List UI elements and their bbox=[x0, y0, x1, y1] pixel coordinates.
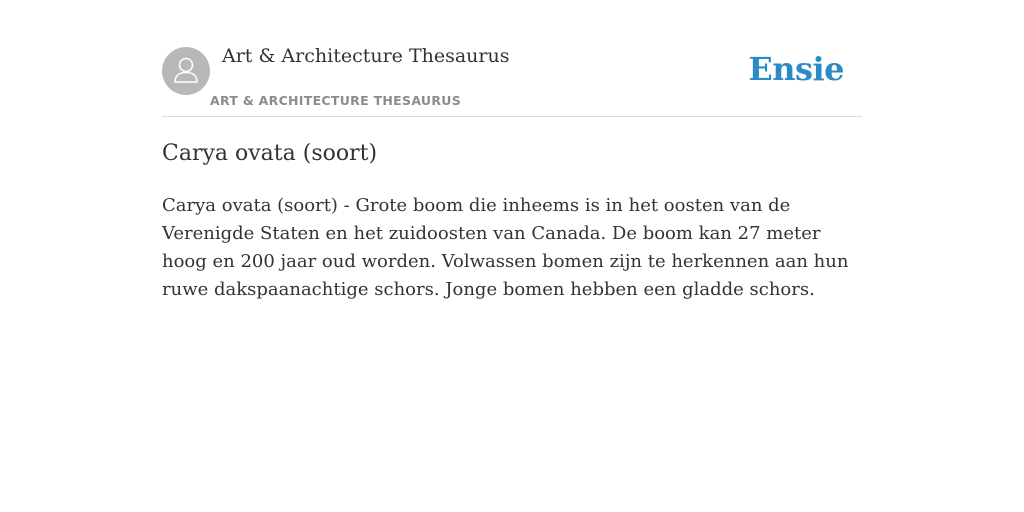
article-header bbox=[162, 40, 862, 117]
brand-logo-link[interactable]: Ensie bbox=[748, 50, 844, 88]
author-avatar[interactable] bbox=[162, 47, 210, 95]
article-title: Carya ovata (soort) bbox=[162, 141, 378, 166]
source-label-link[interactable]: ART & ARCHITECTURE THESAURUS bbox=[210, 93, 462, 108]
author-name-link[interactable]: Art & Architecture Thesaurus bbox=[222, 45, 510, 67]
article-body: Carya ovata (soort) - Grote boom die inheems is in het oosten van de Verenigde Staten en het zuidoosten van Canada. De boom kan 27 meter hoog en 200 jaar oud worden. Volwassen bomen zijn te herkennen aan hun ruwe dakspaanachtige schors. Jonge bomen hebben een gladde schors. bbox=[162, 195, 849, 300]
user-silhouette-icon bbox=[162, 47, 210, 95]
